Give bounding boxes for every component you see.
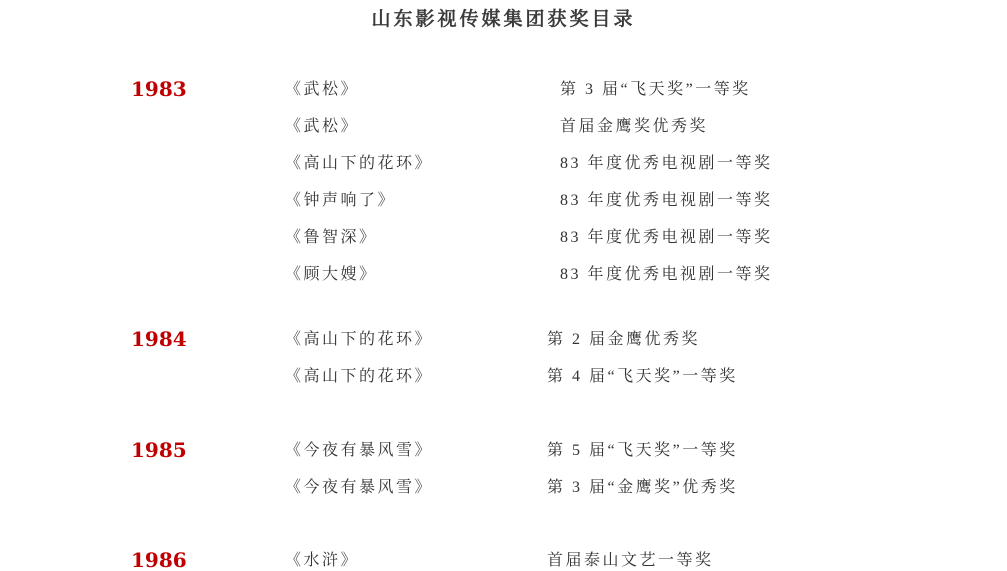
award-name: 83 年度优秀电视剧一等奖 xyxy=(560,155,773,172)
award-name: 第 5 届“飞天奖”一等奖 xyxy=(547,442,738,459)
document-title: 山东影视传媒集团获奖目录 xyxy=(371,8,636,30)
award-name: 83 年度优秀电视剧一等奖 xyxy=(560,192,773,209)
award-name: 第 2 届金鹰优秀奖 xyxy=(547,331,701,348)
award-name: 83 年度优秀电视剧一等奖 xyxy=(560,266,773,283)
award-name: 第 4 届“飞天奖”一等奖 xyxy=(547,368,738,385)
award-name: 第 3 届“飞天奖”一等奖 xyxy=(560,81,751,98)
work-title: 《高山下的花环》 xyxy=(285,155,434,172)
work-title: 《今夜有暴风雪》 xyxy=(285,442,434,459)
award-name: 首届泰山文艺一等奖 xyxy=(547,552,714,569)
work-title: 《水浒》 xyxy=(285,552,360,569)
work-title: 《高山下的花环》 xyxy=(285,368,434,385)
year-label-1983: 1983 xyxy=(131,77,187,101)
work-title: 《鲁智深》 xyxy=(285,229,378,246)
award-name: 首届金鹰奖优秀奖 xyxy=(560,118,709,135)
year-label-1985: 1985 xyxy=(131,438,187,462)
work-title: 《顾大嫂》 xyxy=(285,266,378,283)
year-label-1986: 1986 xyxy=(131,548,187,571)
work-title: 《高山下的花环》 xyxy=(285,331,434,348)
work-title: 《武松》 xyxy=(285,118,360,135)
award-name: 第 3 届“金鹰奖”优秀奖 xyxy=(547,479,738,496)
work-title: 《武松》 xyxy=(285,81,360,98)
award-name: 83 年度优秀电视剧一等奖 xyxy=(560,229,773,246)
work-title: 《钟声响了》 xyxy=(285,192,397,209)
work-title: 《今夜有暴风雪》 xyxy=(285,479,434,496)
year-label-1984: 1984 xyxy=(131,327,187,351)
